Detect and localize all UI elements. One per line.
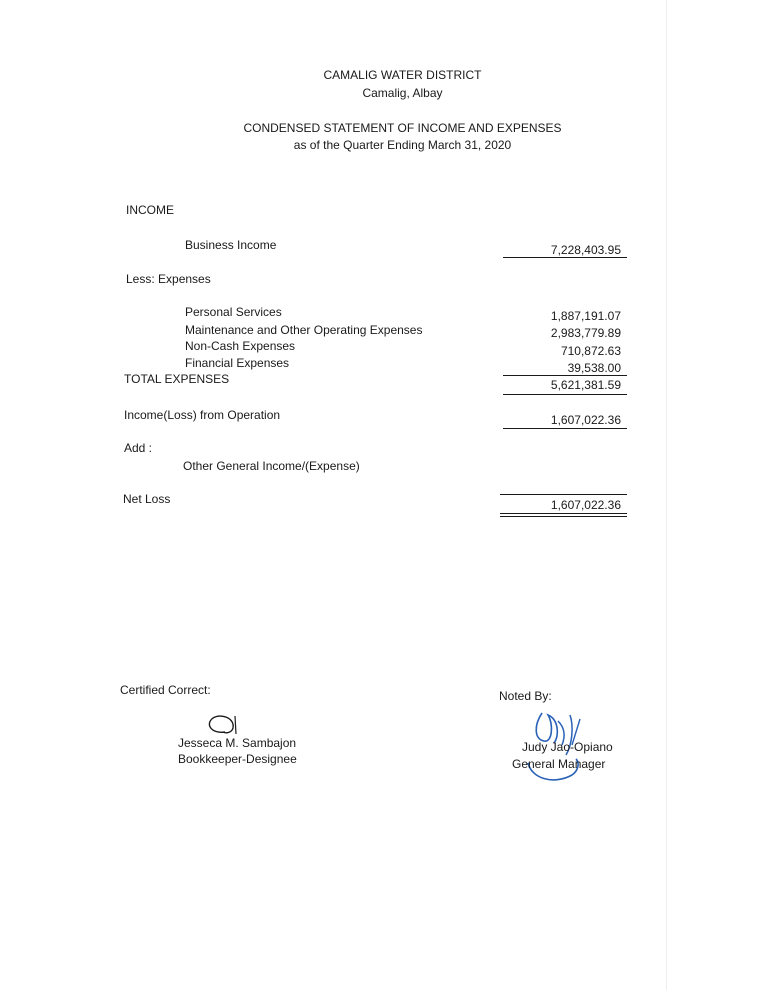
expense-label-non-cash: Non-Cash Expenses: [185, 339, 296, 353]
noter-name: Judy Jao-Opiano: [522, 740, 613, 754]
net-loss-value: 1,607,022.36: [550, 498, 621, 512]
noted-by-label: Noted By:: [499, 689, 552, 703]
org-location: Camalig, Albay: [362, 86, 443, 100]
expense-label-financial: Financial Expenses: [185, 356, 290, 370]
certified-correct-label: Certified Correct:: [120, 683, 211, 697]
net-loss-double-rule-1: [500, 513, 627, 514]
noter-title: General Manager: [512, 757, 606, 771]
expenses-subtotal-rule: [503, 375, 627, 376]
net-loss-label: Net Loss: [123, 492, 171, 506]
total-expenses-value: 5,621,381.59: [550, 378, 621, 392]
statement-title: CONDENSED STATEMENT OF INCOME AND EXPENSES: [243, 121, 562, 135]
expense-label-mooe: Maintenance and Other Operating Expenses: [185, 323, 423, 337]
expense-label-personal-services: Personal Services: [185, 305, 282, 319]
expenses-heading: Less: Expenses: [126, 272, 211, 286]
expense-value-non-cash: 710,872.63: [560, 344, 621, 358]
total-expenses-label: TOTAL EXPENSES: [124, 372, 230, 386]
org-name: CAMALIG WATER DISTRICT: [323, 68, 482, 82]
add-heading: Add :: [124, 441, 153, 455]
expense-value-financial: 39,538.00: [567, 361, 621, 375]
expense-value-personal-services: 1,887,191.07: [550, 309, 621, 323]
business-income-value: 7,228,403.95: [550, 243, 621, 257]
operation-label: Income(Loss) from Operation: [124, 408, 281, 422]
total-expenses-underline: [503, 394, 627, 395]
net-loss-double-rule-2: [500, 516, 627, 517]
net-loss-top-rule: [500, 494, 627, 495]
certifier-title: Bookkeeper-Designee: [178, 752, 297, 766]
expense-value-mooe: 2,983,779.89: [550, 326, 621, 340]
business-income-underline: [503, 257, 627, 258]
statement-period: as of the Quarter Ending March 31, 2020: [293, 138, 512, 152]
operation-value: 1,607,022.36: [550, 413, 621, 427]
operation-underline: [503, 428, 627, 429]
certifier-name: Jesseca M. Sambajon: [178, 736, 297, 750]
other-income-label: Other General Income/(Expense): [183, 459, 360, 473]
income-heading: INCOME: [126, 203, 174, 217]
business-income-label: Business Income: [185, 238, 277, 252]
